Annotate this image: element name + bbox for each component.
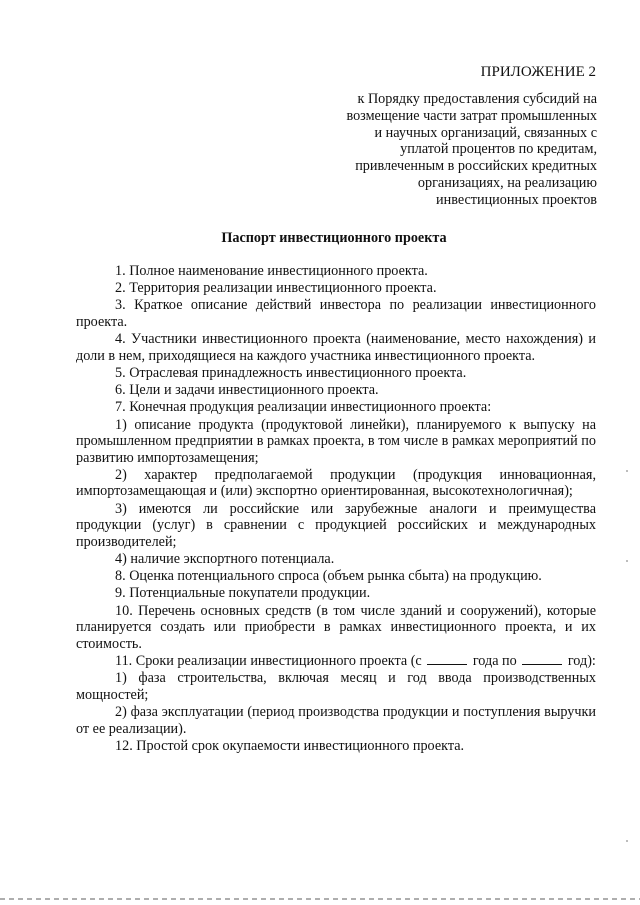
- paragraph: 8. Оценка потенциального спроса (объем рынка сбыта) на продукцию.: [115, 568, 542, 585]
- document-body: [76, 263, 596, 754]
- blank-end-year: [522, 653, 562, 665]
- paragraph: 3) имеются ли российские или зарубежные аналоги и преимущества продукции (услуг) в сравнении с продукцией российских и международных производителей;: [76, 500, 596, 550]
- paragraph: 9. Потенциальные покупатели продукции.: [115, 585, 371, 602]
- paragraph: 3. Краткое описание действий инвестора по реализации инвестиционного проекта.: [76, 297, 596, 330]
- paragraph-item-11: [76, 653, 596, 670]
- blank-start-year: [427, 653, 467, 665]
- paragraph: 1) фаза строительства, включая месяц и год ввода производственных мощностей;: [76, 670, 596, 703]
- item11-text: 11. Сроки реализации инвестиционного проекта (с: [115, 652, 422, 669]
- item11-text: года по: [472, 652, 517, 669]
- paragraph: 10. Перечень основных средств (в том числе зданий и сооружений), которые планируется создать или приобрести в рамках инвестиционного проекта, и их стоимость.: [76, 602, 596, 652]
- paragraph: 6. Цели и задачи инвестиционного проекта.: [115, 382, 379, 399]
- item11-text: год):: [567, 652, 596, 669]
- scan-artifact-line: [0, 898, 640, 900]
- paragraph: 4) наличие экспортного потенциала.: [115, 551, 335, 568]
- paragraph: 12. Простой срок окупаемости инвестиционного проекта.: [115, 737, 465, 754]
- subtitle-line: уплатой процентов по кредитам,: [400, 141, 597, 158]
- subtitle-line: и научных организаций, связанных с: [374, 124, 597, 141]
- subtitle-line: привлеченным в российских кредитных: [355, 158, 597, 175]
- appendix-label: ПРИЛОЖЕНИЕ 2: [480, 64, 596, 80]
- paragraph: 2) фаза эксплуатации (период производства продукции и поступления выручки от ее реализации).: [76, 703, 596, 737]
- subtitle-line: организациях, на реализацию: [417, 174, 597, 191]
- paragraph: 4. Участники инвестиционного проекта (наименование, место нахождения) и доли в нем, приходящиеся на каждого участника инвестиционного проекта.: [76, 331, 596, 364]
- appendix-subtitle: [297, 91, 597, 209]
- scan-artifact-dot: [626, 840, 628, 842]
- paragraph: 1) описание продукта (продуктовой линейки), планируемого к выпуску на промышленном предприятии в рамках проекта, в том числе в рамках мероприятий по развитию импортозамещения;: [76, 416, 596, 466]
- paragraph: 2. Территория реализации инвестиционного проекта.: [115, 280, 437, 297]
- subtitle-line: к Порядку предоставления субсидий на: [357, 91, 597, 107]
- document-title: Паспорт инвестиционного проекта: [221, 230, 447, 246]
- subtitle-line: инвестиционных проектов: [436, 191, 597, 208]
- paragraph: 2) характер предполагаемой продукции (продукция инновационная, импортозамещающая и (или) экспортно ориентированная, высокотехнологичная);: [76, 466, 596, 500]
- paragraph: 5. Отраслевая принадлежность инвестиционного проекта.: [115, 364, 467, 381]
- paragraph: 7. Конечная продукция реализации инвестиционного проекта:: [115, 399, 492, 416]
- scan-artifact-dot: [626, 560, 628, 562]
- subtitle-line: возмещение части затрат промышленных: [346, 107, 597, 124]
- paragraph: 1. Полное наименование инвестиционного проекта.: [115, 263, 428, 279]
- scan-artifact-dot: [626, 470, 628, 472]
